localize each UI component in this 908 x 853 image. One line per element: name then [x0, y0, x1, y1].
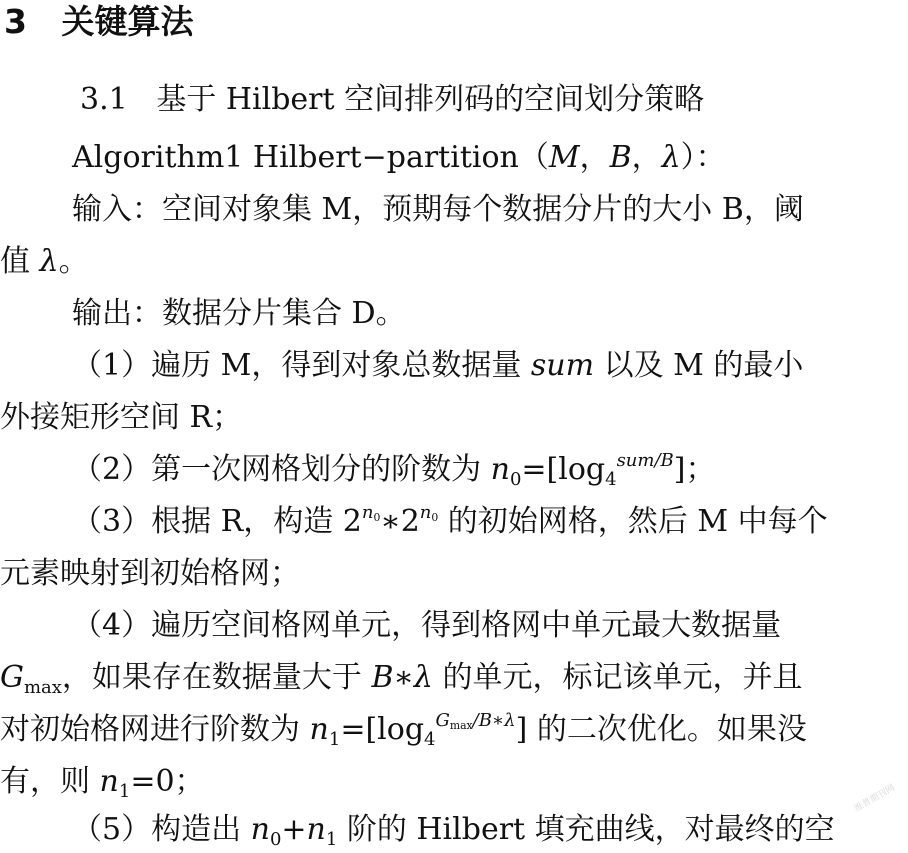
- text: =[log: [521, 452, 606, 487]
- text: 对初始格网进行阶数为: [0, 712, 310, 747]
- exponent: G: [435, 709, 450, 731]
- param-b: B: [609, 140, 632, 175]
- subscript: 0: [431, 511, 439, 525]
- exponent: n: [419, 501, 432, 523]
- exponent: n: [361, 501, 374, 523]
- text: 以及 M 的最小: [594, 348, 804, 383]
- step-3-line-1: [72, 501, 828, 540]
- exponent: /B∗λ: [472, 709, 516, 731]
- comma: ，: [579, 140, 610, 175]
- param-m: M: [548, 140, 580, 175]
- comma: ，: [631, 140, 662, 175]
- text: =[log: [340, 712, 425, 747]
- algorithm-name: Algorithm1 Hilbert−partition（: [72, 140, 549, 175]
- log-base: 4: [424, 729, 436, 751]
- subsection-number: 3.1: [80, 82, 128, 117]
- subsection-title: 基于 Hilbert 空间排列码的空间划分策略: [156, 82, 705, 117]
- text: （2）第一次网格划分的阶数为: [72, 452, 491, 487]
- text: 有，则: [0, 764, 100, 799]
- b-lambda: B∗λ: [371, 660, 433, 695]
- subsection-heading: [80, 82, 704, 118]
- subscript: 0: [509, 469, 522, 491]
- n-var: n: [250, 812, 270, 847]
- output-line: 输出：数据分片集合 D。: [72, 296, 406, 331]
- text: ] 的二次优化。如果没: [515, 712, 807, 747]
- section-number: 3: [4, 2, 27, 41]
- subscript: 0: [269, 829, 282, 851]
- step-2: [72, 449, 716, 491]
- step-4-line-2: [0, 660, 803, 699]
- step-4-line-4: [0, 764, 205, 803]
- param-lambda: λ: [661, 140, 681, 175]
- text: （3）根据 R，构造 2: [72, 504, 362, 539]
- algorithm-header: [72, 140, 726, 176]
- step-5: [72, 812, 835, 851]
- text: +: [281, 812, 307, 847]
- lambda: λ: [39, 244, 59, 279]
- text: （5）构造出: [72, 812, 251, 847]
- step-1-line-2: 外接矩形空间 R；: [0, 400, 243, 435]
- text: ∗2: [380, 504, 420, 539]
- step-4-line-3: [0, 709, 807, 751]
- text: =0；: [130, 764, 205, 799]
- n-var: n: [490, 452, 510, 487]
- text: ]；: [673, 452, 716, 487]
- step-4-line-1: （4）遍历空间格网单元，得到格网中单元最大数据量: [72, 608, 782, 643]
- text: ，如果存在数据量大于: [61, 660, 372, 695]
- watermark: 维普期刊网: [853, 783, 897, 815]
- text: 值: [0, 244, 40, 279]
- text: 的单元，标记该单元，并且: [432, 660, 803, 695]
- section-title: 关键算法: [61, 2, 194, 41]
- section-heading: [4, 4, 193, 40]
- n-var: n: [309, 712, 329, 747]
- subscript: 1: [325, 829, 338, 851]
- text: 的初始网格，然后 M 中每个: [438, 504, 828, 539]
- n-var: n: [99, 764, 119, 799]
- exponent: sum/B: [616, 449, 674, 471]
- g-var: G: [0, 660, 24, 695]
- subscript: max: [23, 677, 62, 699]
- header-end: ）：: [680, 140, 726, 175]
- text: 。: [58, 244, 89, 279]
- input-line-1: 输入：空间对象集 M，预期每个数据分片的大小 B，阈: [72, 192, 804, 227]
- step-1-line-1: [72, 348, 803, 384]
- text: （1）遍历 M，得到对象总数据量: [72, 348, 531, 383]
- subscript: max: [449, 719, 473, 733]
- subscript: 1: [328, 729, 341, 751]
- log-base: 4: [605, 469, 617, 491]
- n-var: n: [306, 812, 326, 847]
- sum-var: sum: [530, 348, 595, 383]
- input-line-2: [0, 244, 89, 280]
- subscript: 0: [373, 511, 381, 525]
- subscript: 1: [118, 781, 131, 803]
- text: 阶的 Hilbert 填充曲线，对最终的空: [337, 812, 835, 847]
- step-3-line-2: 元素映射到初始格网；: [0, 556, 300, 591]
